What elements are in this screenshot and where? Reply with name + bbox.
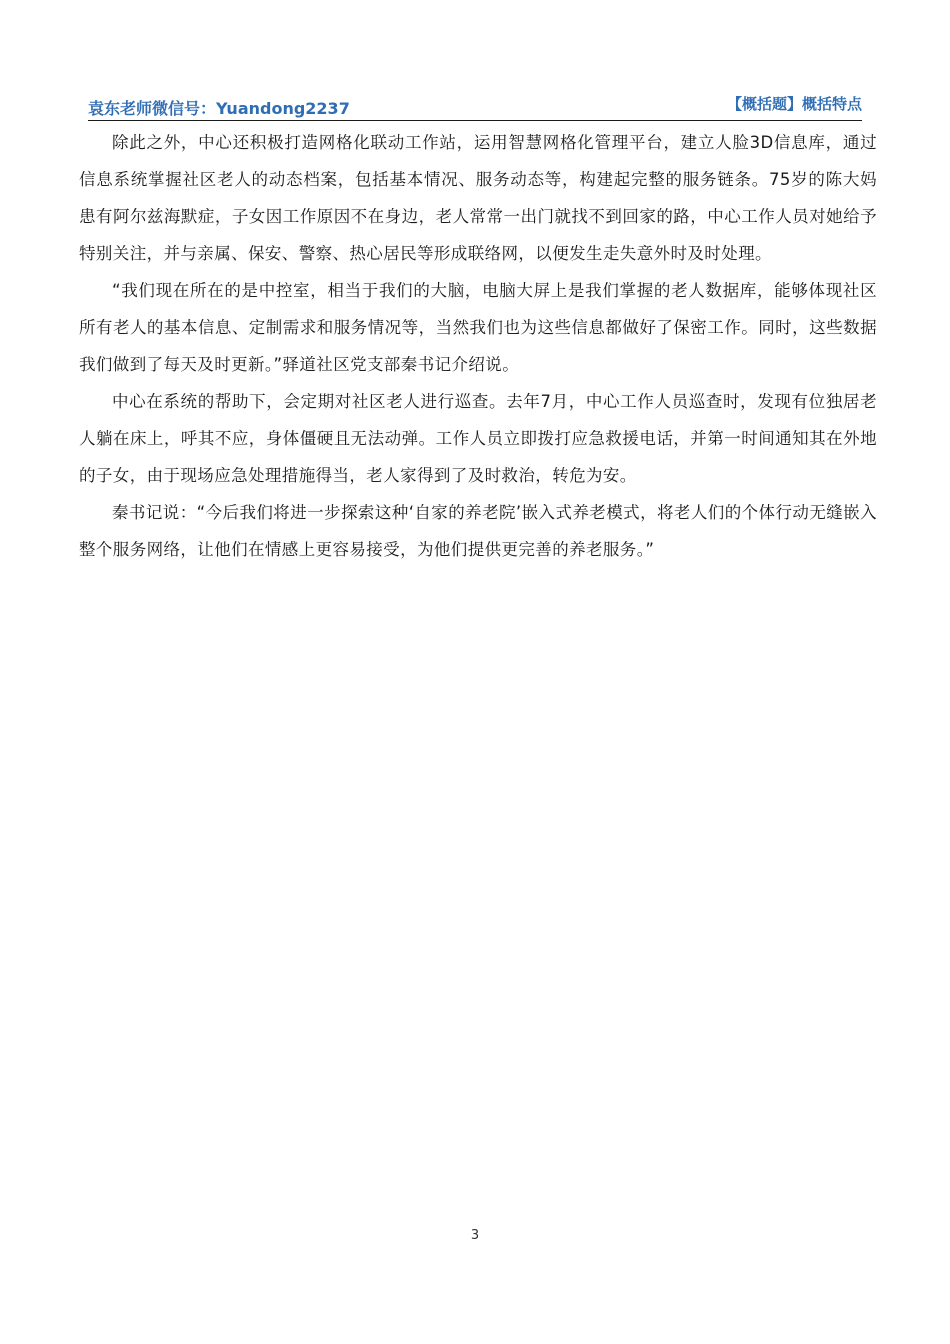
paragraph: 除此之外，中心还积极打造网格化联动工作站，运用智慧网格化管理平台，建立人脸3D信息库，通过信息系统掌握社区老人的动态档案，包括基本情况、服务动态等，构建起完整的服务链条。75岁的陈大妈患有阿尔兹海默症，子女因工作原因不在身边，老人常常一出门就找不到回家的路，中心工作人员对她给予特别关注，并与亲属、保安、警察、热心居民等形成联络网，以便发生走失意外时及时处理。 <box>79 133 877 263</box>
header-wechat-id: 袁东老师微信号：Yuandong2237 <box>88 99 350 118</box>
paragraph: 秦书记说：“今后我们将进一步探索这种‘自家的养老院’嵌入式养老模式，将老人们的个体行动无缝嵌入整个服务网络，让他们在情感上更容易接受，为他们提供更完善的养老服务。” <box>79 503 877 559</box>
page-number: 3 <box>470 1228 480 1243</box>
header-question-type: 【概括题】概括特点 <box>726 95 862 113</box>
paragraph: 中心在系统的帮助下，会定期对社区老人进行巡查。去年7月，中心工作人员巡查时，发现有位独居老人躺在床上，呼其不应，身体僵硬且无法动弹。工作人员立即拨打应急救援电话，并第一时间通知其在外地的子女，由于现场应急处理措施得当，老人家得到了及时救治，转危为安。 <box>79 392 877 485</box>
paragraph: “我们现在所在的是中控室，相当于我们的大脑，电脑大屏上是我们掌握的老人数据库，能够体现社区所有老人的基本信息、定制需求和服务情况等，当然我们也为这些信息都做好了保密工作。同时，这些数据我们做到了每天及时更新。”驿道社区党支部秦书记介绍说。 <box>79 281 877 374</box>
body-text <box>79 124 877 568</box>
page-header <box>88 92 862 121</box>
